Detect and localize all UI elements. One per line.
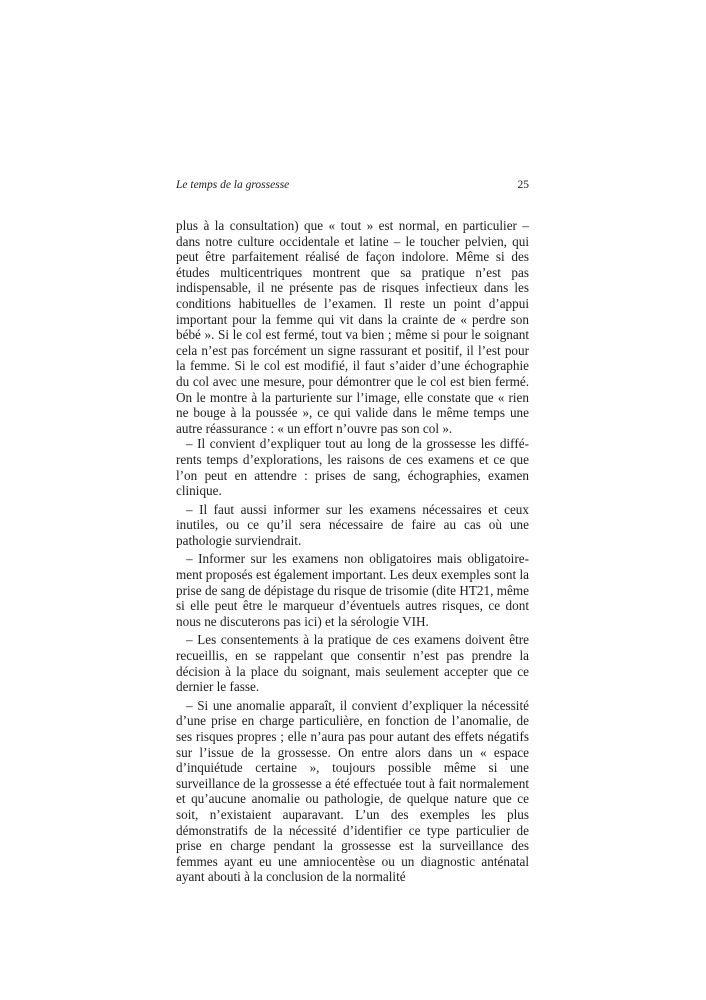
running-header <box>176 176 529 194</box>
paragraph-explain-explorations: – Il convient d’expliquer tout au long de la grossesse les différents temps d’explorations, les raisons de ces examens et ce que l’on peut en attendre : prises de sang, échographies, examen clinique. <box>176 436 529 499</box>
paragraph-non-mandatory-exams: – Informer sur les examens non obligatoires mais obligatoirement proposés est également important. Les deux exemples sont la prise de sang de dépistage du risque de trisomie (dite HT21, même si elle peut être le marqueur d’éventuels autres risques, ce dont nous ne discuterons pas ici) et la sérologie VIH. <box>176 551 529 629</box>
paragraph-continuation: plus à la consultation) que « tout » est normal, en particulier – dans notre culture occidentale et latine – le toucher pelvien, qui peut être parfaitement réalisé de façon indolore. Même si des études multicentriques montrent que sa pratique n’est pas indispensable, il ne présente pas de risques infectieux dans les conditions habituelles de l’examen. Il reste un point d’appui important pour la femme qui vit dans la crainte de « perdre son bébé ». Si le col est fermé, tout va bien ; même si pour le soignant cela n’est pas forcément un signe rassurant et positif, il l’est pour la femme. Si le col est modifié, il faut s’aider d’une échographie du col avec une mesure, pour démontrer que le col est bien fermé. On le montre à la parturiente sur l’image, elle constate que « rien ne bouge à la poussée », ce qui valide dans le même temps une autre réassurance : « un effort n’ouvre pas son col ». <box>176 218 529 436</box>
body-text <box>176 218 529 885</box>
running-title: Le temps de la grossesse <box>176 179 290 191</box>
page-number: 25 <box>517 179 529 191</box>
paragraph-inform-necessary-exams: – Il faut aussi informer sur les examens nécessaires et ceux inutiles, ou ce qu’il sera nécessaire de faire au cas où une pathologie surviendrait. <box>176 501 529 548</box>
paragraph-anomaly: – Si une anomalie apparaît, il convient d’expliquer la nécessité d’une prise en charge particulière, en fonction de l’anomalie, de ses risques propres ; elle n’aura pas pour autant des effets négatifs sur l’issue de la grossesse. On entre alors dans un « espace d’inquiétude certaine », toujours possible même si une surveillance de la grossesse a été effectuée tout à fait normalement et qu’aucune anomalie ou pathologie, de quelque nature que ce soit, n’existaient auparavant. L’un des exemples les plus démonstratifs de la nécessité d’identifier ce type particulier de prise en charge pendant la grossesse est la surveillance des femmes ayant eu une amniocentèse ou un diagnostic anténatal ayant abouti à la conclusion de la normalité <box>176 697 529 885</box>
paragraph-consents: – Les consentements à la pratique de ces examens doivent être recueillis, en se rappelant que consentir n’est pas prendre la décision à la place du soignant, mais seulement accepter que ce dernier le fasse. <box>176 632 529 695</box>
